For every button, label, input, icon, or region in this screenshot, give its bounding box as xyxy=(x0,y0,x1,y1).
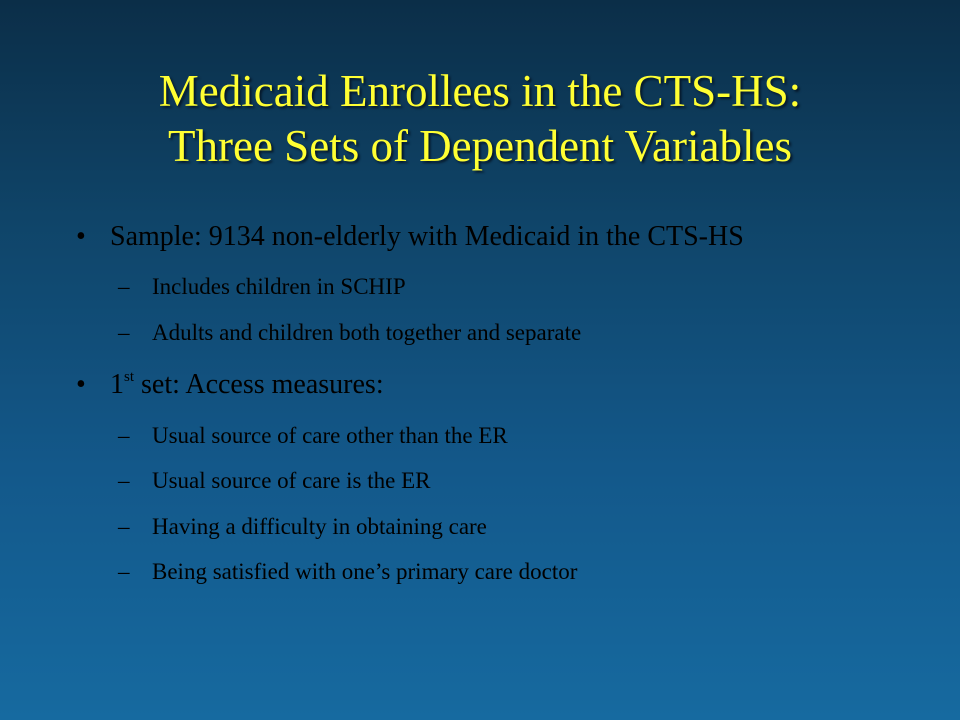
dash-marker: – xyxy=(118,559,130,584)
bullet-sample xyxy=(0,220,960,254)
dash-marker: – xyxy=(118,423,130,448)
bullet-dot: • xyxy=(76,221,86,252)
subitem-text: Having a difficulty in obtaining care xyxy=(152,514,487,539)
subitem-text: Being satisfied with one’s primary care doctor xyxy=(152,559,578,584)
subitem-satisfied xyxy=(0,558,960,586)
bullet-text: Sample: 9134 non-elderly with Medicaid in the CTS-HS xyxy=(110,221,744,252)
title-line-2: Three Sets of Dependent Variables xyxy=(168,121,792,171)
dash-marker: – xyxy=(118,468,130,493)
subitem-text: Includes children in SCHIP xyxy=(152,274,406,299)
subitem-schip xyxy=(0,273,960,301)
slide-title xyxy=(40,64,920,174)
subitem-text: Usual source of care is the ER xyxy=(152,468,431,493)
bullet-text: set: Access measures: xyxy=(134,369,384,400)
dash-marker: – xyxy=(118,320,130,345)
bullet-superscript: st xyxy=(124,369,135,385)
bullet-access-measures xyxy=(0,368,960,402)
dash-marker: – xyxy=(118,514,130,539)
subitem-text: Usual source of care other than the ER xyxy=(152,423,508,448)
dash-marker: – xyxy=(118,274,130,299)
subitem-difficulty xyxy=(0,513,960,541)
subitem-text: Adults and children both together and separate xyxy=(152,320,582,345)
title-line-1: Medicaid Enrollees in the CTS-HS: xyxy=(158,66,802,116)
bullet-prefix: 1 xyxy=(110,369,124,400)
subitem-adults-children xyxy=(0,319,960,347)
bullet-dot: • xyxy=(76,369,86,400)
subitem-usual-source-other xyxy=(0,422,960,450)
subitem-usual-source-er xyxy=(0,467,960,495)
